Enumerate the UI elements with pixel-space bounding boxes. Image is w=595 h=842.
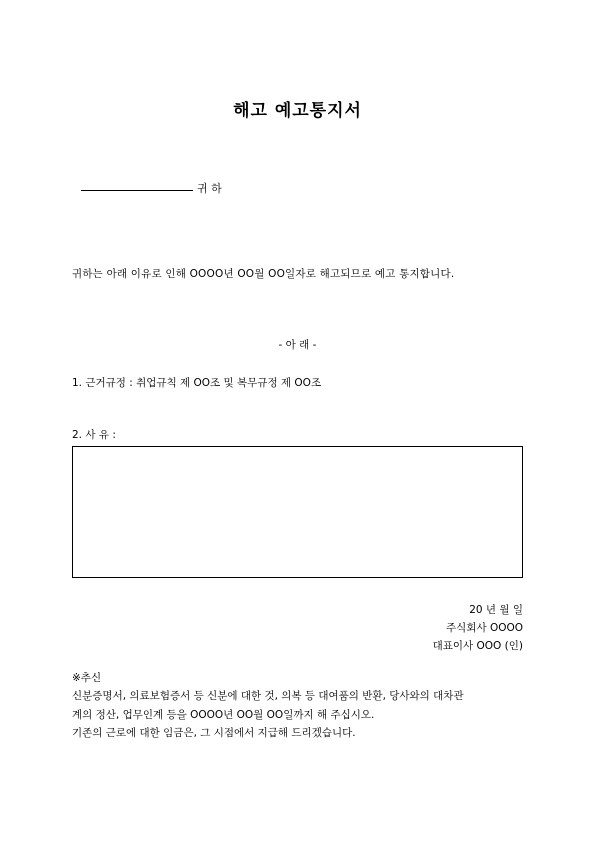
section-heading: - 아 래 - <box>278 339 317 351</box>
note-title: ※추신 <box>72 672 102 684</box>
recipient-name-blank <box>81 190 193 191</box>
notice-body: 귀하는 아래 이유로 인해 OOOO년 OO월 OO일자로 해고되므로 예고 통지합니다. <box>72 268 455 280</box>
item-reason: 2. 사 유 : <box>72 429 116 441</box>
signature-date: 20 년 월 일 <box>469 604 523 616</box>
note-line: 신분증명서, 의료보험증서 등 신분에 대한 것, 의복 등 대여품의 반환, 당사와의 대차관 <box>72 690 464 702</box>
recipient-suffix: 귀 하 <box>197 182 222 195</box>
signature-company: 주식회사 OOOO <box>446 622 523 634</box>
note-line: 계의 정산, 업무인계 등을 OOOO년 OO월 OO일까지 해 주십시오. <box>72 709 375 721</box>
note-line: 기존의 근로에 대한 임금은, 그 시점에서 지급해 드리겠습니다. <box>72 727 356 739</box>
reason-box <box>72 446 523 578</box>
item-grounds: 1. 근거규정 : 취업규칙 제 OO조 및 복무규정 제 OO조 <box>72 377 322 389</box>
document-title: 해고 예고통지서 <box>233 101 362 121</box>
signature-ceo: 대표이사 OOO (인) <box>432 640 523 652</box>
